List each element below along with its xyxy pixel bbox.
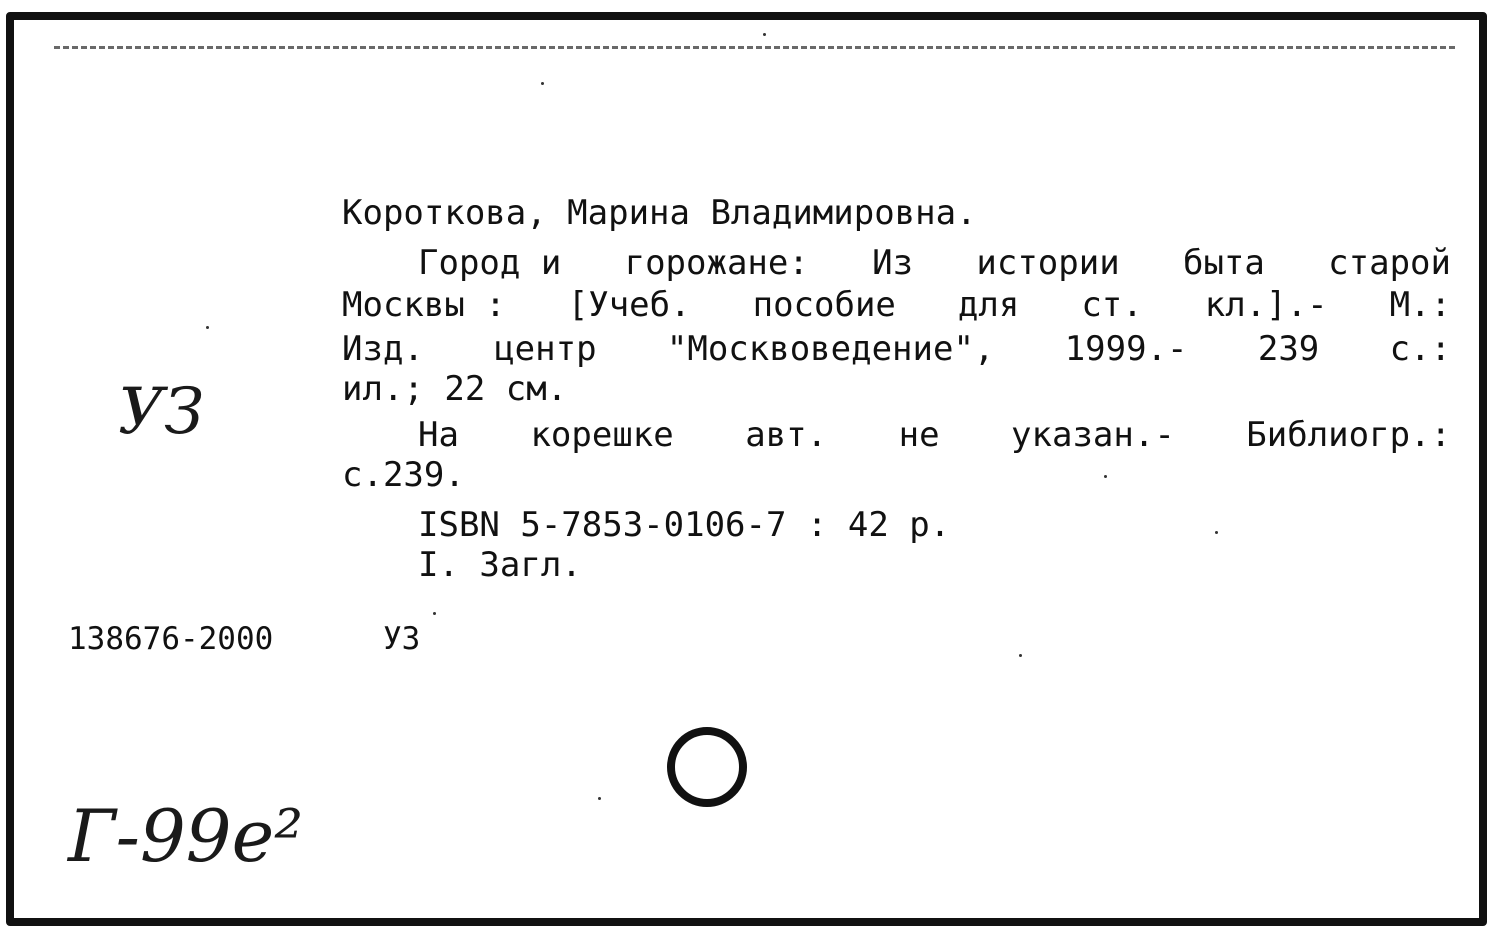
title-word: горожане: [624,243,809,283]
title-line-3 [342,329,1451,369]
tracing-line: I. Загл. [418,545,582,585]
speck [206,326,209,329]
punch-hole-circle [667,727,747,807]
note-line-1 [418,415,1451,455]
title-word: Город и [418,243,562,283]
note-word: На [418,415,459,455]
top-dashed-rule [54,46,1455,49]
isbn-line: ISBN 5-7853-0106-7 : 42 р. [418,505,951,545]
speck [541,82,544,85]
imprint-word: центр [494,329,597,369]
title-word: старой [1328,243,1451,283]
speck [433,612,436,615]
note-word: Библиогр.: [1246,415,1451,455]
note-word: не [898,415,940,455]
imprint-word: Изд. [342,329,424,369]
note-word: корешке [530,415,674,455]
imprint-word: с.: [1389,329,1451,369]
speck [1104,475,1107,478]
title-line-4: ил.; 22 см. [342,369,568,409]
title-word: Из [872,243,914,283]
title-word: ст. [1081,285,1143,325]
imprint-word: 1999.- [1064,329,1188,369]
title-word: пособие [752,285,896,325]
title-word: истории [976,243,1120,283]
handwritten-call-number: Г-99е² [68,794,304,878]
speck [1019,654,1022,657]
title-word: для [957,285,1020,325]
title-word: [Учеб. [567,285,691,325]
note-line-2: с.239. [342,455,465,495]
title-word: Москвы : [342,285,506,325]
imprint-word: "Москвоведение", [666,329,995,369]
speck [763,33,766,36]
author-heading: Коротковa, Марина Владимировна. [342,193,977,233]
handwritten-margin-code: УЗ [118,375,205,449]
title-word: М.: [1389,285,1451,325]
title-line-2 [342,285,1451,325]
note-word: указан.- [1011,415,1175,455]
speck [1215,531,1218,534]
speck [598,797,601,800]
imprint-word: 239 [1257,329,1320,369]
title-line-1 [418,243,1451,283]
title-word: быта [1182,243,1265,283]
note-word: авт. [745,415,828,455]
catalog-card [6,12,1487,926]
accession-code: УЗ [383,621,421,657]
title-word: кл.].- [1204,285,1328,325]
accession-number: 138676-2000 [68,621,274,657]
